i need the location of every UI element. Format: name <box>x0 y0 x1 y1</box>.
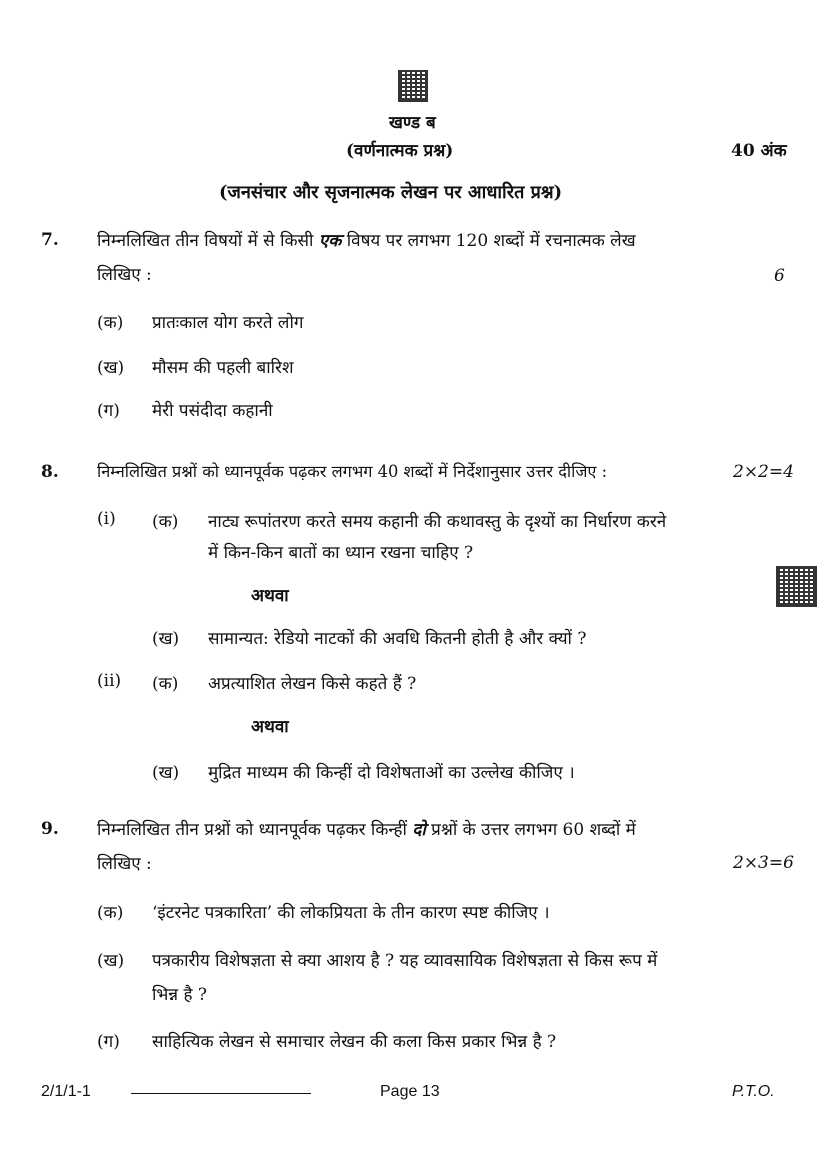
option-label: (ग) <box>97 1032 120 1052</box>
option-label: (ग) <box>97 401 120 421</box>
paper-code: 2/1/1-1 <box>41 1083 91 1100</box>
option-label: (ख) <box>97 951 125 971</box>
or-label: अथवा <box>251 586 289 606</box>
section-marks: 40 अंक <box>731 141 787 161</box>
option-label: (क) <box>152 512 179 532</box>
question-marks: 2×2=4 <box>733 462 794 482</box>
section-topic: (जनसंचार और सृजनात्मक लेखन पर आधारित प्रश्न) <box>219 182 563 203</box>
option-label: (क) <box>97 903 124 923</box>
subpart-label: (ii) <box>97 671 122 691</box>
option-label: (ख) <box>152 629 180 649</box>
option-label: (क) <box>97 313 124 333</box>
option-text: प्रातःकाल योग करते लोग <box>152 313 304 333</box>
question-number: 9. <box>41 819 59 839</box>
option-label: (ख) <box>97 358 125 378</box>
option-label: (ख) <box>152 763 180 783</box>
emphasis: एक <box>318 231 342 251</box>
option-text-line2: भिन्न है ? <box>152 985 207 1005</box>
question-number: 8. <box>41 462 59 482</box>
option-text: मौसम की पहली बारिश <box>152 358 294 378</box>
question-marks: 6 <box>774 266 785 286</box>
question-number: 7. <box>41 230 59 250</box>
question-text: निम्नलिखित तीन विषयों में से किसी एक विषय पर लगभग 120 शब्दों में रचनात्मक लेख <box>97 231 636 251</box>
question-marks: 2×3=6 <box>733 853 794 873</box>
emphasis: दो <box>412 820 426 840</box>
qr-code-icon <box>776 566 817 607</box>
question-text: निम्नलिखित प्रश्नों को ध्यानपूर्वक पढ़कर लगभग 40 शब्दों में निर्देशानुसार उत्तर दीजिए : <box>97 462 608 481</box>
option-label: (क) <box>152 674 179 694</box>
option-text: मुद्रित माध्यम की किन्हीं दो विशेषताओं का उल्लेख कीजिए । <box>208 763 575 783</box>
option-text: ‘इंटरनेट पत्रकारिता’ की लोकप्रियता के तीन कारण स्पष्ट कीजिए । <box>152 903 550 923</box>
option-text: अप्रत्याशित लेखन किसे कहते हैं ? <box>208 674 417 694</box>
qr-code-icon <box>398 70 428 102</box>
section-title: खण्ड ब <box>389 113 436 133</box>
option-text-line2: में किन-किन बातों का ध्यान रखना चाहिए ? <box>208 543 474 563</box>
option-text: पत्रकारीय विशेषज्ञता से क्या आशय है ? यह व्यावसायिक विशेषज्ञता से किस रूप में <box>152 951 658 971</box>
option-text: साहित्यिक लेखन से समाचार लेखन की कला किस प्रकार भिन्न है ? <box>152 1032 557 1052</box>
option-text: मेरी पसंदीदा कहानी <box>152 401 273 421</box>
question-text: निम्नलिखित तीन प्रश्नों को ध्यानपूर्वक पढ़कर किन्हीं दो प्रश्नों के उत्तर लगभग 60 शब्दों में <box>97 820 636 840</box>
question-text-line2: लिखिए : <box>97 265 152 285</box>
or-label: अथवा <box>251 717 289 737</box>
section-subtitle: (वर्णनात्मक प्रश्न) <box>346 141 454 161</box>
footer-divider <box>131 1093 311 1094</box>
option-text: सामान्यत: रेडियो नाटकों की अवधि कितनी होती है और क्यों ? <box>208 629 587 649</box>
subpart-label: (i) <box>97 509 116 529</box>
page-number: Page 13 <box>380 1083 440 1100</box>
option-text: नाट्य रूपांतरण करते समय कहानी की कथावस्तु के दृश्यों का निर्धारण करने <box>208 512 667 532</box>
question-text-line2: लिखिए : <box>97 854 152 874</box>
pto-label: P.T.O. <box>732 1083 775 1100</box>
